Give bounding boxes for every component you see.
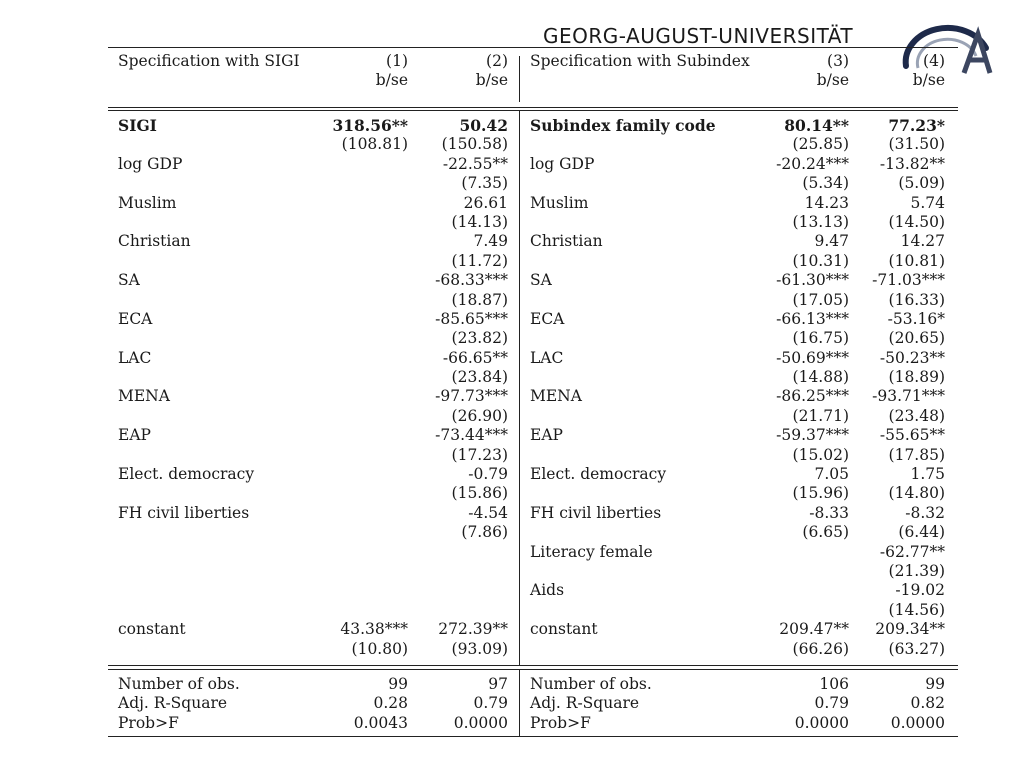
col2-subheader: b/se xyxy=(475,71,508,90)
col4-value: -50.23** xyxy=(879,348,945,367)
right-variable-label: Subindex family code xyxy=(530,116,716,135)
right-variable-label: Aids xyxy=(530,581,565,600)
stats-row xyxy=(108,714,958,733)
col2-value: (7.35) xyxy=(461,174,508,193)
table-body xyxy=(108,111,958,665)
col4-header: (4) xyxy=(923,52,945,70)
col2-value: -4.54 xyxy=(468,503,508,522)
col4-value: -53.16* xyxy=(887,309,945,328)
col3-value: (15.02) xyxy=(792,445,849,464)
right-variable-label: EAP xyxy=(530,426,563,445)
col4-value: (14.50) xyxy=(888,212,945,231)
col3-value: 0.79 xyxy=(814,694,849,713)
left-variable-label: Christian xyxy=(118,232,191,251)
col4-value: (17.85) xyxy=(888,445,945,464)
table-row xyxy=(108,213,958,232)
col3-value: (14.88) xyxy=(792,368,849,387)
col4-value: 0.82 xyxy=(910,694,945,713)
right-variable-label: Prob>F xyxy=(530,713,591,732)
table-row xyxy=(108,329,958,348)
col1-value: (108.81) xyxy=(341,135,408,154)
left-variable-label: MENA xyxy=(118,387,170,406)
left-variable-label: Prob>F xyxy=(118,713,179,732)
col1-subheader: b/se xyxy=(375,71,408,90)
col4-value: (63.27) xyxy=(888,639,945,658)
col4-value: -13.82** xyxy=(879,154,945,173)
col2-value: (23.84) xyxy=(451,368,508,387)
col3-value: 0.0000 xyxy=(794,713,849,732)
table-row xyxy=(108,407,958,426)
col1-header: (1) xyxy=(386,52,408,70)
left-variable-label: LAC xyxy=(118,348,152,367)
col3-value: (25.85) xyxy=(792,135,849,154)
right-variable-label: Muslim xyxy=(530,193,589,212)
table-row xyxy=(108,426,958,445)
table-row xyxy=(108,523,958,542)
col3-value: -8.33 xyxy=(809,503,849,522)
col3-subheader: b/se xyxy=(816,71,849,90)
col3-value: -50.69*** xyxy=(776,348,849,367)
left-variable-label: constant xyxy=(118,620,186,639)
right-variable-label: LAC xyxy=(530,348,564,367)
col4-value: (18.89) xyxy=(888,368,945,387)
col2-value: (14.13) xyxy=(451,212,508,231)
col2-value: 272.39** xyxy=(438,620,508,639)
right-variable-label: Christian xyxy=(530,232,603,251)
col4-value: (14.56) xyxy=(888,600,945,619)
col2-value: 97 xyxy=(488,674,508,693)
col4-value: -19.02 xyxy=(895,581,945,600)
col3-value: -86.25*** xyxy=(776,387,849,406)
col3-value: 209.47** xyxy=(779,620,849,639)
col4-value: -71.03*** xyxy=(872,271,945,290)
col2-value: 26.61 xyxy=(463,193,508,212)
table-header xyxy=(108,52,958,102)
col4-value: 5.74 xyxy=(910,193,945,212)
col2-value: -22.55** xyxy=(442,154,508,173)
col2-value: (7.86) xyxy=(461,523,508,542)
col2-value: 0.0000 xyxy=(453,713,508,732)
table-row xyxy=(108,232,958,251)
table-row xyxy=(108,271,958,290)
col1-value: 318.56** xyxy=(332,116,408,135)
col1-value: 0.0043 xyxy=(353,713,408,732)
right-variable-label: Elect. democracy xyxy=(530,465,667,484)
col3-value: (66.26) xyxy=(792,639,849,658)
col4-value: (14.80) xyxy=(888,484,945,503)
table-row xyxy=(108,310,958,329)
right-variable-label: Number of obs. xyxy=(530,674,652,693)
left-variable-label: FH civil liberties xyxy=(118,503,250,522)
stats-row xyxy=(108,675,958,694)
col2-value: (26.90) xyxy=(451,406,508,425)
col4-value: (21.39) xyxy=(888,561,945,580)
col3-value: -66.13*** xyxy=(776,309,849,328)
right-variable-label: SA xyxy=(530,271,552,290)
col4-value: -93.71*** xyxy=(872,387,945,406)
col2-header: (2) xyxy=(486,52,508,70)
right-variable-label: Adj. R-Square xyxy=(530,694,640,713)
right-variable-label: ECA xyxy=(530,309,565,328)
col3-value: (16.75) xyxy=(792,329,849,348)
col4-value: (6.44) xyxy=(898,523,945,542)
col2-value: -68.33*** xyxy=(435,271,508,290)
col4-value: 0.0000 xyxy=(890,713,945,732)
col4-value: (20.65) xyxy=(888,329,945,348)
col3-value: (21.71) xyxy=(792,406,849,425)
table-row xyxy=(108,620,958,639)
col4-value: 77.23* xyxy=(888,116,945,135)
col2-value: 0.79 xyxy=(473,694,508,713)
right-variable-label: FH civil liberties xyxy=(530,503,662,522)
col2-value: -73.44*** xyxy=(435,426,508,445)
table-row xyxy=(108,174,958,193)
table-row xyxy=(108,387,958,406)
col3-value: 80.14** xyxy=(784,116,849,135)
col1-value: 99 xyxy=(388,674,408,693)
col4-value: 1.75 xyxy=(910,465,945,484)
col3-value: -61.30*** xyxy=(776,271,849,290)
col2-value: 7.49 xyxy=(473,232,508,251)
col2-value: (17.23) xyxy=(451,445,508,464)
col2-value: -85.65*** xyxy=(435,309,508,328)
col3-value: 9.47 xyxy=(814,232,849,251)
col3-header: (3) xyxy=(827,52,849,70)
table-row xyxy=(108,581,958,600)
left-variable-label: ECA xyxy=(118,309,153,328)
table-row xyxy=(108,601,958,620)
left-variable-label: Muslim xyxy=(118,193,177,212)
col4-value: -55.65** xyxy=(879,426,945,445)
table-row xyxy=(108,446,958,465)
col4-value: (10.81) xyxy=(888,251,945,270)
col4-value: 14.27 xyxy=(900,232,945,251)
col3-value: 14.23 xyxy=(804,193,849,212)
col4-subheader: b/se xyxy=(912,71,945,90)
university-name: GEORG-AUGUST-UNIVERSITÄT xyxy=(543,24,854,48)
left-variable-label: EAP xyxy=(118,426,151,445)
col4-value: 209.34** xyxy=(875,620,945,639)
col2-value: (93.09) xyxy=(451,639,508,658)
regression-table xyxy=(108,47,958,737)
col3-value: (15.96) xyxy=(792,484,849,503)
col2-value: (150.58) xyxy=(441,135,508,154)
col2-value: (15.86) xyxy=(451,484,508,503)
col2-value: -97.73*** xyxy=(435,387,508,406)
right-spec-title: Specification with Subindex xyxy=(530,52,758,71)
left-variable-label: SA xyxy=(118,271,140,290)
table-row xyxy=(108,465,958,484)
col3-value: 7.05 xyxy=(814,465,849,484)
stats-row xyxy=(108,694,958,713)
table-row xyxy=(108,135,958,154)
table-footer xyxy=(108,670,958,736)
left-spec-title: Specification with SIGI xyxy=(118,52,300,70)
col4-value: 99 xyxy=(925,674,945,693)
table-row xyxy=(108,252,958,271)
col4-value: (23.48) xyxy=(888,406,945,425)
table-row xyxy=(108,543,958,562)
col3-value: (5.34) xyxy=(802,174,849,193)
table-row xyxy=(108,368,958,387)
right-variable-label: Literacy female xyxy=(530,542,653,561)
left-variable-label: log GDP xyxy=(118,154,183,173)
col2-value: -0.79 xyxy=(468,465,508,484)
table-row xyxy=(108,116,958,135)
left-variable-label: Elect. democracy xyxy=(118,465,255,484)
col1-value: (10.80) xyxy=(351,639,408,658)
table-row xyxy=(108,349,958,368)
col3-value: -59.37*** xyxy=(776,426,849,445)
col3-value: -20.24*** xyxy=(776,154,849,173)
col4-value: -8.32 xyxy=(905,503,945,522)
footer-rule xyxy=(108,665,958,666)
col3-value: (10.31) xyxy=(792,251,849,270)
col3-value: (13.13) xyxy=(792,212,849,231)
table-row xyxy=(108,562,958,581)
table-row xyxy=(108,155,958,174)
table-row xyxy=(108,504,958,523)
right-variable-label: MENA xyxy=(530,387,582,406)
header-rule xyxy=(108,107,958,108)
table-row xyxy=(108,291,958,310)
col2-value: 50.42 xyxy=(459,116,508,135)
col4-value: (5.09) xyxy=(898,174,945,193)
col4-value: (16.33) xyxy=(888,290,945,309)
table-row xyxy=(108,640,958,659)
col1-value: 43.38*** xyxy=(340,620,408,639)
col2-value: (18.87) xyxy=(451,290,508,309)
left-variable-label: Adj. R-Square xyxy=(118,694,228,713)
col3-value: (6.65) xyxy=(802,523,849,542)
right-variable-label: log GDP xyxy=(530,154,595,173)
col2-value: (11.72) xyxy=(451,251,508,270)
col3-value: (17.05) xyxy=(792,290,849,309)
table-row xyxy=(108,484,958,503)
left-variable-label: SIGI xyxy=(118,116,157,135)
left-variable-label: Number of obs. xyxy=(118,674,240,693)
col2-value: -66.65** xyxy=(442,348,508,367)
col3-value: 106 xyxy=(819,674,849,693)
table-row xyxy=(108,194,958,213)
col1-value: 0.28 xyxy=(373,694,408,713)
col4-value: -62.77** xyxy=(879,542,945,561)
right-variable-label: constant xyxy=(530,620,598,639)
col4-value: (31.50) xyxy=(888,135,945,154)
col2-value: (23.82) xyxy=(451,329,508,348)
